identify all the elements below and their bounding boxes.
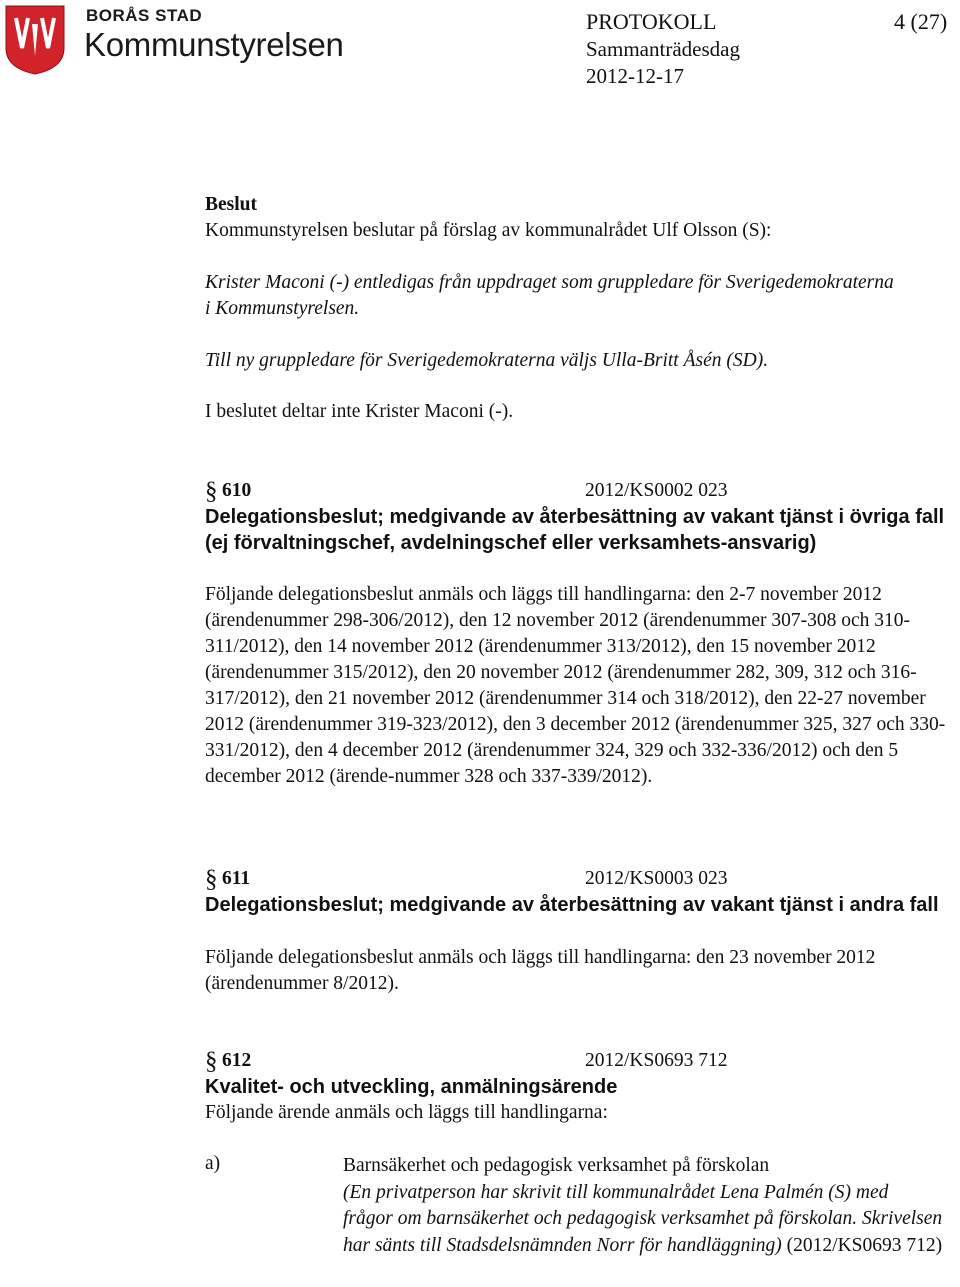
section-body-612: Följande ärende anmäls och läggs till handlingarna: bbox=[205, 1102, 608, 1123]
decision-item-2: Till ny gruppledare för Sverigedemokraterna väljs Ulla-Britt Åsén (SD). bbox=[205, 350, 769, 371]
decision-note: I beslutet deltar inte Krister Maconi (-). bbox=[205, 401, 514, 422]
section-reference: 2012/KS0002 023 bbox=[585, 480, 728, 501]
section-title-612: Kvalitet- och utveckling, anmälningsärende bbox=[205, 1076, 618, 1098]
paragraph-symbol-icon: § bbox=[205, 478, 218, 505]
section-header-612 bbox=[205, 1048, 955, 1074]
section-body-611: Följande delegationsbeslut anmäls och läggs till handlingarna: den 23 november 2012 (ärendenummer 8/2012). bbox=[205, 947, 876, 994]
city-logo bbox=[4, 4, 66, 76]
list-item-desc-text: (En privatperson har skrivit till kommunalrådet Lena Palmén (S) med frågor om barnsäkerhet och pedagogisk verksamhet på förskolan. Skrivelsen har sänts till Stadsdelsnämnden Norr för handläggning) bbox=[343, 1181, 943, 1256]
meeting-label: Sammanträdesdag bbox=[586, 37, 740, 61]
decision-item-1: Krister Maconi (-) entledigas från uppdraget som gruppledare för Sverigedemokraterna i Kommunstyrelsen. bbox=[205, 272, 894, 319]
doc-type: PROTOKOLL bbox=[586, 9, 717, 34]
decision-intro: Kommunstyrelsen beslutar på förslag av kommunalrådet Ulf Olsson (S): bbox=[205, 220, 772, 241]
paragraph-symbol-icon: § bbox=[205, 1048, 218, 1075]
section-title-610: Delegationsbeslut; medgivande av återbesättning av vakant tjänst i övriga fall (ej förvaltningschef, avdelningschef eller verksamhets-ansvarig) bbox=[205, 506, 945, 554]
section-header-610 bbox=[205, 478, 955, 504]
org-name-main: Kommunstyrelsen bbox=[84, 26, 344, 63]
section-title-611: Delegationsbeslut; medgivande av återbesättning av vakant tjänst i andra fall bbox=[205, 894, 939, 916]
city-shield-icon bbox=[4, 4, 66, 76]
section-reference: 2012/KS0693 712 bbox=[585, 1050, 728, 1071]
section-header-611 bbox=[205, 866, 955, 892]
section-number: 611 bbox=[222, 868, 251, 889]
list-item-label: a) bbox=[205, 1153, 221, 1174]
section-reference: 2012/KS0003 023 bbox=[585, 868, 728, 889]
list-item-title: Barnsäkerhet och pedagogisk verksamhet på förskolan bbox=[343, 1155, 770, 1176]
section-number: 610 bbox=[222, 480, 252, 501]
section-number: 612 bbox=[222, 1050, 252, 1071]
list-item-ref: (2012/KS0693 712) bbox=[781, 1234, 943, 1256]
decision-heading: Beslut bbox=[205, 194, 258, 215]
list-item bbox=[343, 1153, 943, 1259]
page-number: 4 (27) bbox=[894, 9, 948, 34]
section-body-610: Följande delegationsbeslut anmäls och läggs till handlingarna: den 2-7 november 2012 (ärendenummer 298-306/2012), den 12 november 2012 (ärendenummer 307-308 och 310-311/2012), den 14 november 2012 (ärendenummer 313/2012), den 15 november 2012 (ärendenummer 315/2012), den 20 november 2012 (ärendenummer 282, 309, 312 och 316-317/2012), den 21 november 2012 (ärendenummer 314 och 318/2012), den 22-27 november 2012 (ärendenummer 319-323/2012), den 3 december 2012 (ärendenummer 325, 327 och 330-331/2012), den 4 december 2012 (ärendenummer 324, 329 och 332-336/2012) och den 5 december 2012 (ärende-nummer 328 och 337-339/2012). bbox=[205, 584, 946, 787]
paragraph-symbol-icon: § bbox=[205, 866, 218, 893]
list-item-description bbox=[343, 1180, 943, 1260]
meeting-date: 2012-12-17 bbox=[586, 64, 684, 88]
org-name-top: BORÅS STAD bbox=[86, 6, 203, 25]
